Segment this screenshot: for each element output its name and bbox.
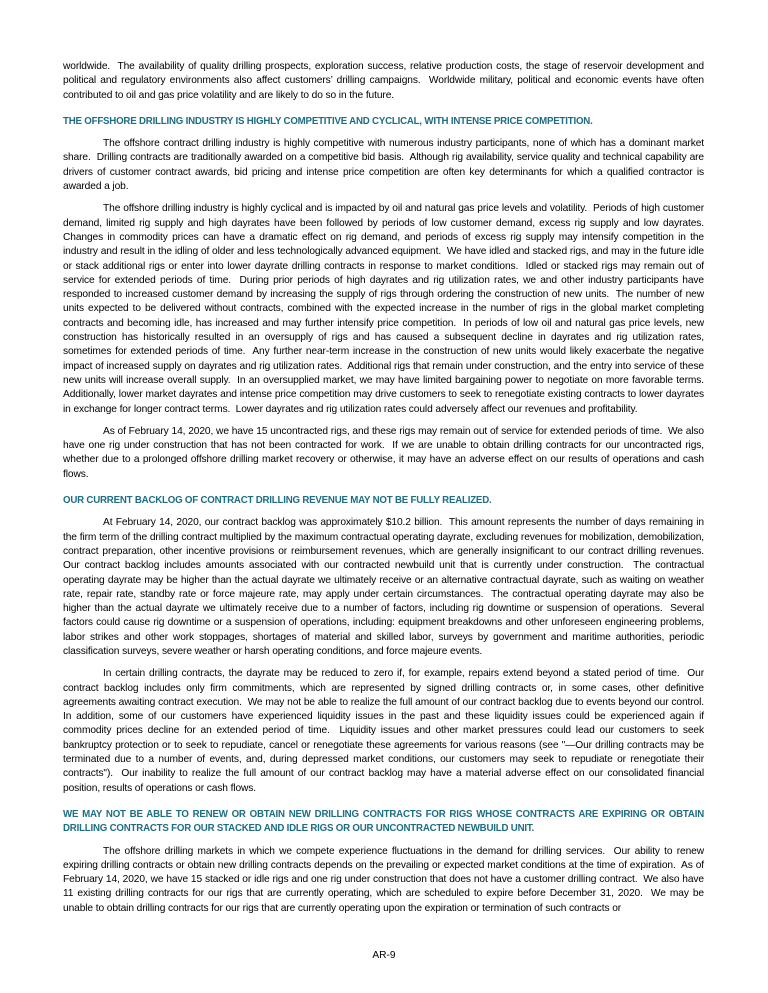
body-paragraph: The offshore drilling markets in which we compete experience fluctuations in the demand for drilling services. Our ability to renew expiring drilling contracts or obtain new drilling contracts depends on the prevailing or expected market conditions at the time of expiration. As of February 14, 2020, we have 15 stacked or idle rigs and one rig under construction that does not have a customer drilling contract. We also have 11 existing drilling contracts for our rigs that are currently operating, which are scheduled to expire before December 31, 2020. We may be unable to obtain drilling contracts for our rigs that are currently operating upon the expiration or termination of such contracts or [63,845,707,914]
page-number: AR-9 [372,950,396,961]
section-heading-backlog: OUR CURRENT BACKLOG OF CONTRACT DRILLING REVENUE MAY NOT BE FULLY REALIZED. [63,495,492,507]
body-paragraph: The offshore contract drilling industry is highly competitive with numerous industry participants, none of which has a dominant market share. Drilling contracts are traditionally awarded on a competitive bid basis. Although rig availability, service quality and technical capability are drivers of customer contract awards, bid pricing and intense price competition are often key determinants for which a qualified contractor is awarded a job. [63,138,707,193]
body-paragraph: At February 14, 2020, our contract backlog was approximately $10.2 billion. This amount represents the number of days remaining in the firm term of the drilling contract multiplied by the maximum contractual operating dayrate, excluding revenues for mobilization, demobilization, contract preparation, other incentive provisions or reimbursement revenues, which are generally insignificant to our contract drilling revenues. Our contract backlog includes amounts associated with our contracted newbuild unit that is currently under construction. The contractual operating dayrate may be higher than the actual dayrate we ultimately receive or an alternative contractual dayrate, such as waiting on weather rate, repair rate, standby rate or force majeure rate, may apply under certain circumstances. The contractual operating dayrate may also be higher than the actual dayrate we ultimately receive due to a number of factors, including rig downtime or suspension of operations. Several factors could cause rig downtime or a suspension of operations, including: equipment breakdowns and other unforeseen engineering problems, labor strikes and other work stoppages, shortages of material and skilled labor, surveys by government and maritime authorities, periodic classification surveys, severe weather or harsh operating conditions, and force majeure events. [63,517,710,657]
body-paragraph: The offshore drilling industry is highly cyclical and is impacted by oil and natural gas price levels and volatility. Periods of high customer demand, limited rig supply and high dayrates have been followed by periods of low customer demand, excess rig supply and low dayrates. Changes in commodity prices can have a dramatic effect on rig demand, and periods of excess rig supply may intensify competition in the industry and result in the idling of older and less technologically advanced equipment. We have idled and stacked rigs, and may in the future idle or stack additional rigs or enter into lower dayrate drilling contracts in response to market conditions. Idled or stacked rigs may remain out of service for extended periods of time. During prior periods of high dayrates and rig utilization rates, we and other industry participants have responded to increased customer demand by increasing the supply of rigs through ordering the construction of new units. The number of new units expected to be delivered without contracts, combined with the expected increase in the number of rigs in the global market completing contracts and becoming idle, has increased and may further intensify price competition. In periods of low oil and natural gas price levels, new construction has historically resulted in an oversupply of rigs and has caused a subsequent decline in dayrates and rig utilization rates, sometimes for extended periods of time. Any further near-term increase in the construction of new units would likely exacerbate the negative impact of increased supply on dayrates and rig utilization rates. Additional rigs that remain under construction, and the entry into service of these new units will increase overall supply. In an oversupplied market, we may have limited bargaining power to negotiate on more favorable terms. Additionally, lower market dayrates and intense price competition may drive customers to seek to renegotiate existing contracts to lower dayrates in exchange for longer contract terms. Lower dayrates and rig utilization rates could adversely affect our revenues and profitability. [63,203,710,415]
section-heading-renew-contracts: WE MAY NOT BE ABLE TO RENEW OR OBTAIN NEW DRILLING CONTRACTS FOR RIGS WHOSE CONTRACTS ARE EXPIRING OR OBTAIN DRILLING CONTRACTS FOR OUR STACKED AND IDLE RIGS OR OUR UNCONTRACTED NEWBUILD UNIT. [63,808,704,835]
document-body [63,60,710,924]
body-paragraph: As of February 14, 2020, we have 15 uncontracted rigs, and these rigs may remain out of service for extended periods of time. We also have one rig under construction that has not been contracted for work. If we are unable to obtain drilling contracts for our uncontracted rigs, whether due to a prolonged offshore drilling market recovery or otherwise, it may have an adverse effect on our results of operations and cash flows. [63,425,707,480]
body-paragraph: In certain drilling contracts, the dayrate may be reduced to zero if, for example, repairs extend beyond a stated period of time. Our contract backlog includes only firm commitments, which are represented by signed drilling contracts or, in some cases, other definitive agreements awaiting contract execution. We may not be able to realize the full amount of our contract backlog due to events beyond our control. In addition, some of our customers have experienced liquidity issues in the past and these liquidity issues could be experienced again if commodity prices decline for an extended period of time. Liquidity issues and other market pressures could lead our customers to seek bankruptcy protection or to seek to repudiate, cancel or renegotiate these agreements for various reasons (see "—Our drilling contracts may be terminated due to a number of events, and, during depressed market conditions, our customers may seek to repudiate or renegotiate their contracts"). Our inability to realize the full amount of our contract backlog may have a material adverse effect on our consolidated financial position, results of operations or cash flows. [63,668,710,794]
body-paragraph: worldwide. The availability of quality drilling prospects, exploration success, relative production costs, the stage of reservoir development and political and regulatory environments also affect customers’ drilling campaigns. Worldwide military, political and economic events have often contributed to oil and gas price volatility and are likely to do so in the future. [63,61,707,101]
section-heading-competitive-industry: THE OFFSHORE DRILLING INDUSTRY IS HIGHLY COMPETITIVE AND CYCLICAL, WITH INTENSE PRICE COMPETITION. [63,115,593,127]
